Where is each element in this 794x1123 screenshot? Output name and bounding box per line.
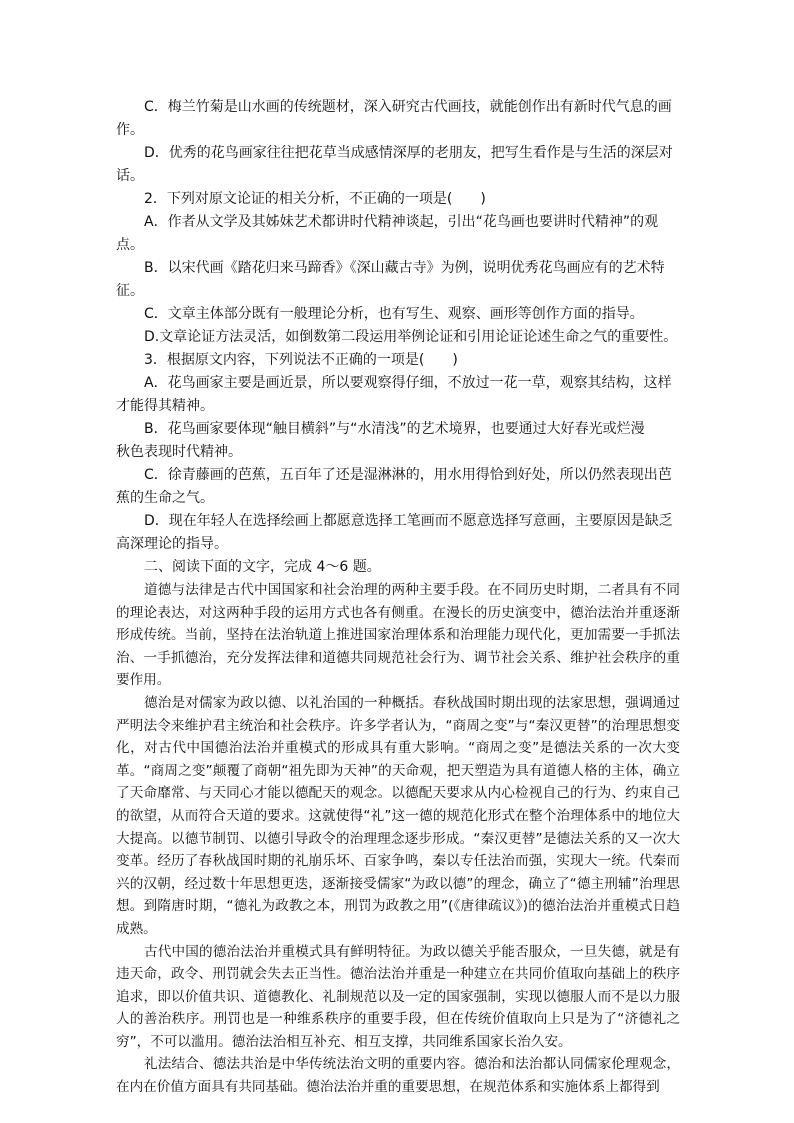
article-paragraph-2: 德治是对儒家为政以德、以礼治国的一种概括。春秋战国时期出现的法家思想，强调通过严明法令来维护君主统治和社会秩序。许多学者认为，“商周之变”与“秦汉更替”的治理思想变化，对古代中国德治法治并重模式的形成具有重大影响。“商周之变”是德法关系的一次大变革。“商周之变”颠覆了商朝“祖先即为天神”的天命观，把天塑造为具有道德人格的主体，确立了天命靡常、与天同心才能以德配天的观念。以德配天要求从内心检视自己的行为、约束自己的欲望，从而符合天道的要求。这就使得“礼”这一德的规范化形式在整个治理体系中的地位大大提高。以德节制罚、以德引导政令的治理理念逐步形成。“秦汉更替”是德法关系的又一次大变革。经历了春秋战国时期的礼崩乐坏、百家争鸣，秦以专任法治而强，实现大一统。代秦而兴的汉朝，经过数十年思想更迭，逐渐接受儒家“为政以德”的理念，确立了“德主刑辅”治理思想。到隋唐时期，“德礼为政教之本，刑罚为政教之用”(《唐律疏议》)的德治法治并重模式日趋成熟。 — [116, 694, 680, 937]
q3-option-b-line1: B．花鸟画家要体现“触目横斜”与“水清浅”的艺术境界，也要通过大好春光或烂漫 — [144, 421, 645, 437]
q1-option-c-line2: 作。 — [116, 122, 144, 138]
q2-option-a-line2: 点。 — [116, 237, 144, 253]
section-heading: 二、阅读下面的文字，完成 4～6 题。 — [144, 559, 381, 575]
q3-option-a-line2: 才能得其精神。 — [116, 398, 214, 414]
article-paragraph-4: 礼法结合、德法共治是中华传统法治文明的重要内容。德治和法治都认同儒家伦理观念，在内在价值方面具有共同基础。德治法治并重的重要思想，在规范体系和实施体系上都得到 — [116, 1056, 680, 1096]
q3-option-c-line1: C．徐青藤画的芭蕉，五百年了还是湿淋淋的，用水用得恰到好处，所以仍然表现出芭 — [144, 467, 672, 483]
q2-option-d: D.文章论证方法灵活，如倒数第二段运用举例论证和引用论证论述生命之气的重要性。 — [144, 329, 678, 345]
q2-option-b-line2: 征。 — [116, 283, 144, 299]
article-paragraph-1: 道德与法律是古代中国国家和社会治理的两种主要手段。在不同历史时期，二者具有不同的理论表达，对这两种手段的运用方式也各有侧重。在漫长的历史演变中，德治法治并重逐渐形成传统。当前，坚持在法治轨道上推进国家治理体系和治理能力现代化，更加需要一手抓法治、一手抓德治，充分发挥法律和道德共同规范社会行为、调节社会关系、维护社会秩序的重要作用。 — [116, 582, 680, 689]
q2-option-a-line1: A．作者从文学及其姊妹艺术都讲时代精神谈起，引出“花鸟画也要讲时代精神”的观 — [144, 214, 659, 230]
q1-option-c-line1: C．梅兰竹菊是山水画的传统题材，深入研究古代画技，就能创作出有新时代气息的画 — [144, 99, 672, 115]
q3-option-d-line2: 高深理论的指导。 — [116, 536, 228, 552]
q2-option-b-line1: B．以宋代画《踏花归来马蹄香》《深山藏古寺》为例，说明优秀花鸟画应有的艺术特 — [144, 260, 665, 276]
q1-option-d-line2: 话。 — [116, 168, 144, 184]
q3-option-d-line1: D．现在年轻人在选择绘画上都愿意选择工笔画而不愿意选择写意画，主要原因是缺乏 — [144, 513, 673, 529]
q2-stem: 2．下列对原文论证的相关分析，不正确的一项是( ) — [144, 191, 486, 207]
article-paragraph-3: 古代中国的德治法治并重模式具有鲜明特征。为政以德关乎能否服众，一旦失德，就是有违天命，政令、刑罚就会失去正当性。德治法治并重是一种建立在共同价值取向基础上的秩序追求，即以价值共识、道德教化、礼制规范以及一定的国家强制，实现以德服人而不是以力服人的善治秩序。刑罚也是一种维系秩序的重要手段，但在传统价值取向上只是为了“济德礼之穷”，不可以滥用。德治法治相互补充、相互支撑，共同维系国家长治久安。 — [116, 943, 680, 1050]
q3-option-b-line2: 秋色表现时代精神。 — [116, 444, 242, 460]
q2-option-c: C．文章主体部分既有一般理论分析，也有写生、观察、画形等创作方面的指导。 — [144, 306, 644, 322]
document-page — [116, 96, 680, 1099]
q3-stem: 3．根据原文内容，下列说法不正确的一项是( ) — [144, 352, 458, 368]
q3-option-a-line1: A．花鸟画家主要是画近景，所以要观察得仔细，不放过一花一草，观察其结构，这样 — [144, 375, 672, 391]
q1-option-d-line1: D．优秀的花鸟画家往往把花草当成感情深厚的老朋友，把写生看作是与生活的深层对 — [144, 145, 673, 161]
q3-option-c-line2: 蕉的生命之气。 — [116, 490, 214, 506]
